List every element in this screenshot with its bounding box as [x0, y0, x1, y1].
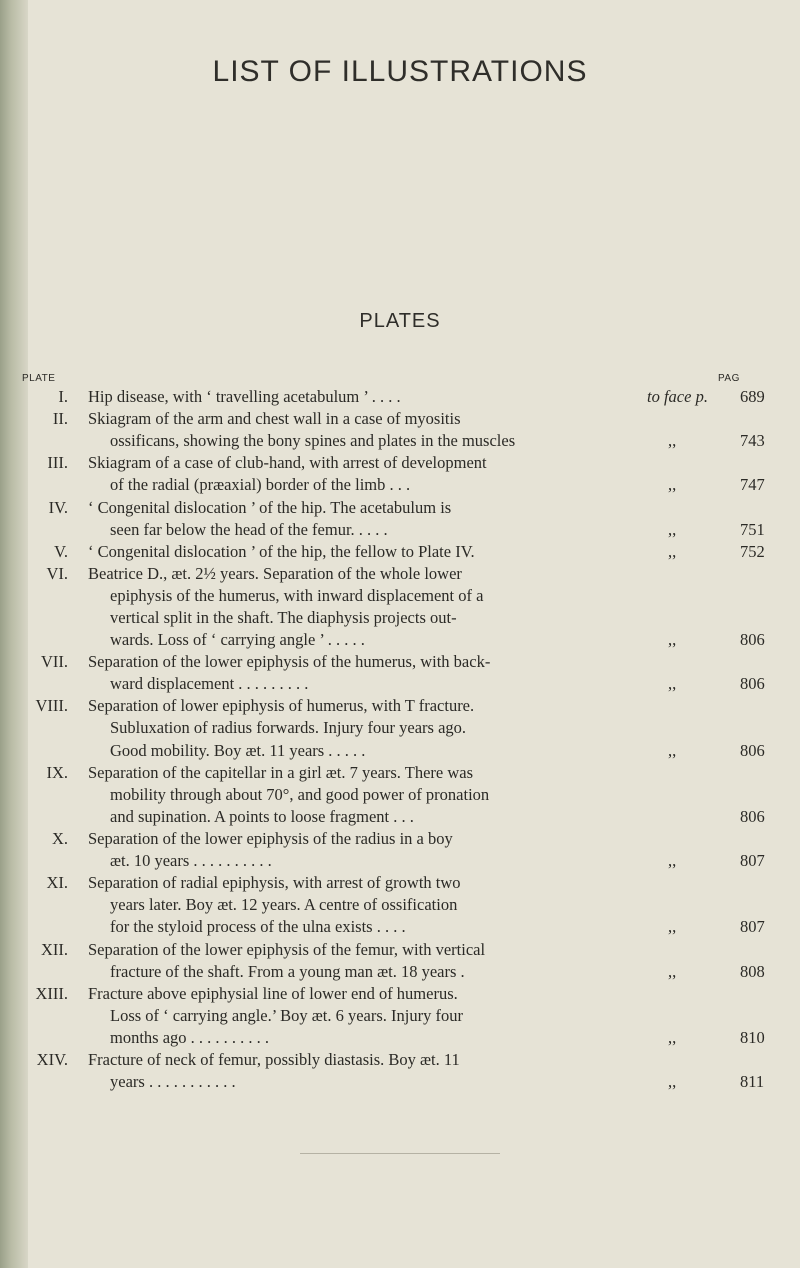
plate-description	[88, 497, 658, 541]
plate-number: XIII.	[35, 983, 68, 1003]
page-number: 747	[740, 475, 765, 495]
plate-description	[88, 563, 658, 651]
plate-number: XIV.	[36, 1050, 68, 1069]
description-line: Separation of the lower epiphysis of the femur, with vertical	[88, 939, 486, 959]
plate-number: III.	[47, 453, 68, 473]
plate-entry	[0, 872, 800, 938]
plate-description	[88, 452, 658, 496]
plate-description	[88, 408, 658, 452]
ditto-mark: ,,	[668, 1027, 677, 1047]
plate-number: VI.	[46, 563, 68, 583]
plate-description	[88, 695, 658, 761]
description-line: wards. Loss of ‘ carrying angle ’ . . . . .	[110, 630, 365, 650]
plate-number: II.	[52, 409, 68, 429]
plate-description	[88, 828, 658, 872]
description-line: years . . . . . . . . . . .	[110, 1072, 236, 1092]
description-line: Fracture of neck of femur, possibly diastasis. Boy æt. 11	[88, 1050, 460, 1069]
ditto-mark: ,,	[668, 630, 677, 650]
description-line: Separation of radial epiphysis, with arrest of growth two	[88, 873, 461, 893]
description-line: Separation of the lower epiphysis of the radius in a boy	[88, 829, 453, 848]
ditto-mark: ,,	[668, 961, 677, 981]
plate-entry	[0, 762, 800, 828]
plate-entry	[0, 497, 800, 541]
ditto-mark: ,,	[668, 851, 677, 871]
description-line: Separation of the capitellar in a girl æt. 7 years. There was	[88, 762, 474, 782]
page-number: 806	[740, 630, 765, 650]
page-number: 806	[740, 806, 765, 826]
section-subtitle: PLATES	[359, 310, 441, 332]
plate-entry	[0, 408, 800, 452]
description-line: Fracture above epiphysial line of lower end of humerus.	[88, 983, 458, 1003]
description-line: ward displacement . . . . . . . . .	[110, 674, 309, 694]
ditto-mark: ,,	[668, 917, 677, 937]
ditto-mark: ,,	[668, 674, 677, 694]
plate-description	[88, 939, 658, 983]
plate-number: VIII.	[35, 696, 68, 716]
page-number: 806	[740, 740, 765, 760]
description-line: months ago . . . . . . . . . .	[110, 1027, 270, 1047]
description-line: Separation of lower epiphysis of humerus, with T fracture.	[88, 696, 475, 716]
plate-entry	[0, 695, 800, 761]
description-line: vertical split in the shaft. The diaphysis projects out-	[110, 607, 457, 627]
divider	[300, 1153, 500, 1154]
page-number: 810	[740, 1027, 765, 1047]
ditto-mark: ,,	[668, 1072, 677, 1092]
plate-number: I.	[58, 387, 68, 406]
description-line: ‘ Congenital dislocation ’ of the hip, the fellow to Plate IV.	[88, 541, 475, 561]
plate-entry	[0, 828, 800, 872]
plate-description	[88, 651, 658, 695]
description-line: and supination. A points to loose fragment . . .	[110, 806, 414, 826]
description-line: of the radial (præaxial) border of the limb . . .	[110, 475, 411, 495]
description-line: seen far below the head of the femur. . . . .	[110, 519, 388, 539]
page-number: 806	[740, 674, 765, 694]
plate-description	[88, 541, 658, 563]
plate-number: XII.	[40, 939, 68, 959]
plate-description	[88, 1049, 658, 1093]
plate-entry	[0, 939, 800, 983]
plate-entry	[0, 651, 800, 695]
description-line: Hip disease, with ‘ travelling acetabulum ’ . . . .	[88, 387, 401, 406]
page-number: 807	[740, 851, 765, 871]
to-face-page-label: to face p.	[647, 387, 708, 406]
plate-number: IX.	[46, 762, 68, 782]
page-number: 807	[740, 917, 765, 937]
plate-description	[88, 983, 658, 1049]
plate-column-header: PLATE	[22, 373, 56, 384]
ditto-mark: ,,	[668, 519, 677, 539]
description-line: Good mobility. Boy æt. 11 years . . . . .	[110, 740, 366, 760]
description-line: ossificans, showing the bony spines and plates in the muscles	[110, 431, 516, 451]
ditto-mark: ,,	[668, 475, 677, 495]
description-line: Skiagram of a case of club-hand, with arrest of development	[88, 453, 487, 473]
page-title: LIST OF ILLUSTRATIONS	[212, 55, 588, 88]
ditto-mark: ,,	[668, 541, 677, 561]
description-line: Beatrice D., æt. 2½ years. Separation of the whole lower	[88, 563, 462, 583]
plate-number: XI.	[46, 873, 68, 893]
plate-number: X.	[51, 829, 68, 848]
plate-description	[88, 386, 658, 408]
plate-number: VII.	[40, 652, 68, 672]
description-line: for the styloid process of the ulna exists . . . .	[110, 917, 406, 937]
plate-entry	[0, 541, 800, 563]
page-number: 743	[740, 431, 765, 451]
plate-entry	[0, 452, 800, 496]
page-number: 689	[740, 387, 765, 406]
page-number: 811	[740, 1072, 765, 1092]
ditto-mark: ,,	[668, 740, 677, 760]
page-number: 751	[740, 519, 765, 539]
plate-description	[88, 872, 658, 938]
page-column-header: PAG	[718, 373, 740, 384]
description-line: æt. 10 years . . . . . . . . . .	[110, 851, 272, 871]
plate-description	[88, 762, 658, 828]
ditto-mark: ,,	[668, 431, 677, 451]
plate-entry	[0, 563, 800, 651]
plate-entry	[0, 386, 800, 408]
description-line: years later. Boy æt. 12 years. A centre of ossification	[110, 895, 458, 915]
plate-number: V.	[54, 541, 68, 561]
page-number: 752	[740, 541, 765, 561]
description-line: ‘ Congenital dislocation ’ of the hip. The acetabulum is	[88, 497, 452, 517]
description-line: Subluxation of radius forwards. Injury four years ago.	[110, 718, 467, 738]
description-line: epiphysis of the humerus, with inward displacement of a	[110, 585, 484, 605]
description-line: Separation of the lower epiphysis of the humerus, with back-	[88, 652, 491, 672]
plate-number: IV.	[48, 497, 68, 517]
description-line: mobility through about 70°, and good power of pronation	[110, 784, 490, 804]
description-line: fracture of the shaft. From a young man æt. 18 years .	[110, 961, 465, 981]
description-line: Skiagram of the arm and chest wall in a case of myositis	[88, 409, 461, 429]
description-line: Loss of ‘ carrying angle.’ Boy æt. 6 years. Injury four	[110, 1005, 463, 1025]
plate-entry	[0, 983, 800, 1049]
page-number: 808	[740, 961, 765, 981]
plate-entry	[0, 1049, 800, 1093]
